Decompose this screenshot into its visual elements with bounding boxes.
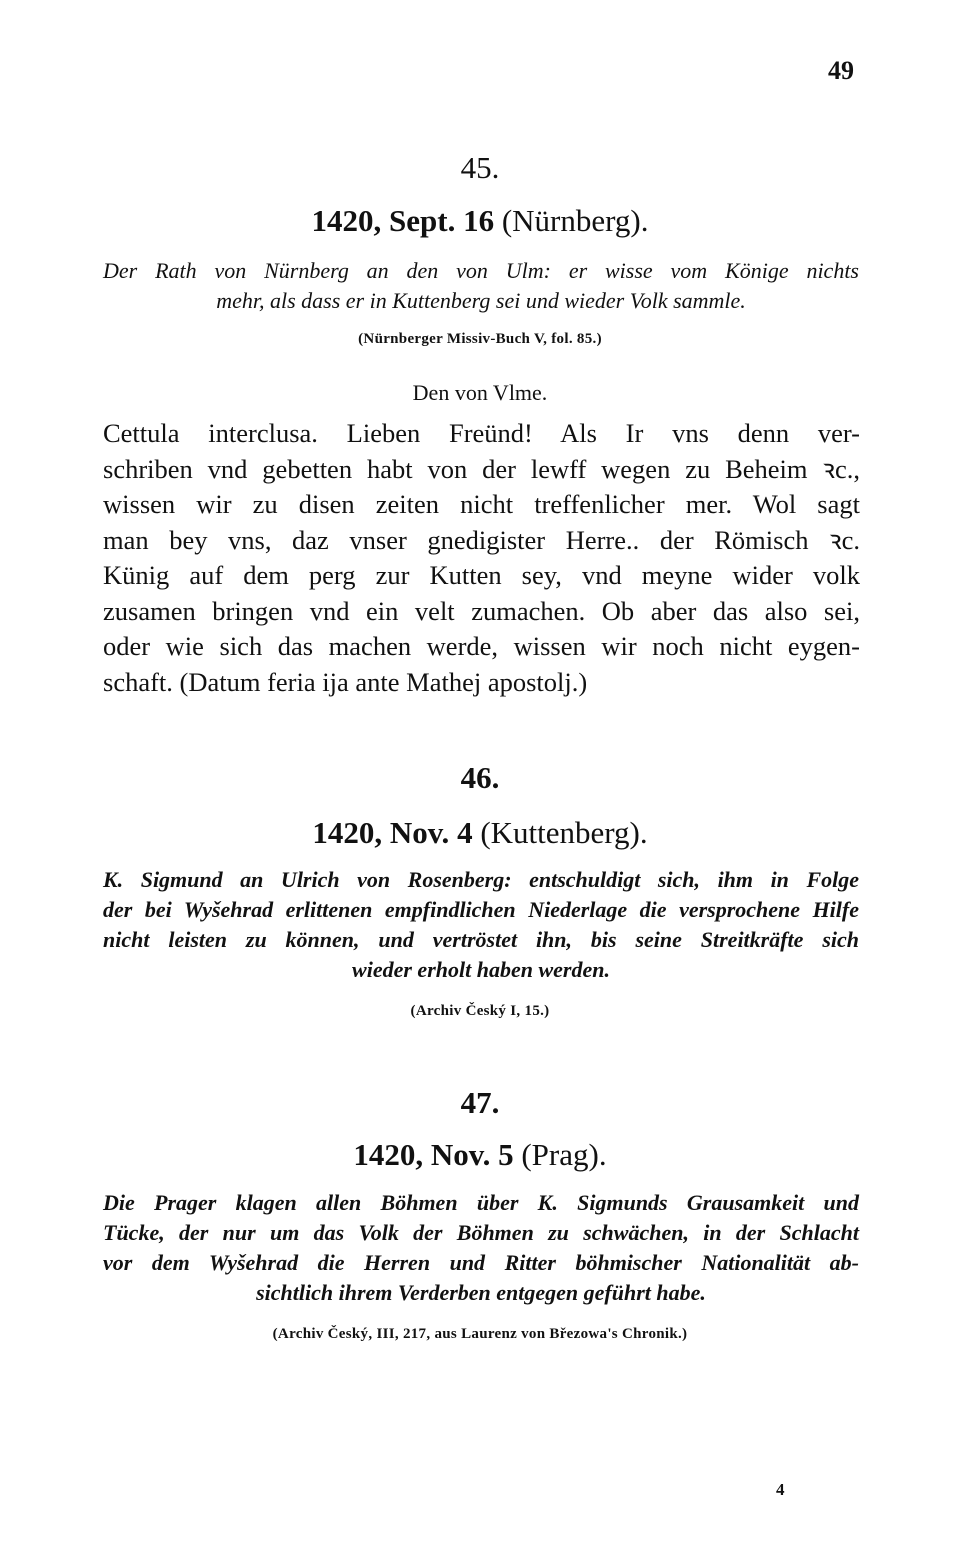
- document-summary: [103, 1188, 859, 1308]
- date-place: (Prag).: [521, 1137, 607, 1172]
- document-date: [0, 1137, 960, 1173]
- page-number: 49: [828, 56, 854, 85]
- document-summary: [103, 256, 859, 316]
- date-month: Nov.: [389, 815, 450, 850]
- document-source: (Archiv Český I, 15.): [410, 1003, 550, 1019]
- body-line: Künig auf dem perg zur Kutten sey, vnd meyne wider volk: [103, 560, 860, 590]
- date-month: Nov.: [430, 1137, 491, 1172]
- body-line: Cettula interclusa. Lieben Freünd! Als Ir vns denn ver-: [103, 418, 860, 448]
- signature-mark: 4: [776, 1480, 785, 1499]
- document-body: [103, 416, 860, 700]
- date-year: 1420,: [311, 203, 382, 238]
- summary-line: vor dem Wyšehrad die Herren und Ritter böhmischer Nationalität ab-: [103, 1250, 859, 1275]
- body-line: oder wie sich das machen werde, wissen wir noch nicht eygen-: [103, 631, 860, 661]
- date-place: (Kuttenberg).: [480, 815, 648, 850]
- summary-line: Tücke, der nur um das Volk der Böhmen zu schwächen, in der Schlacht: [103, 1220, 859, 1245]
- date-year: 1420,: [312, 815, 383, 850]
- document-address: Den von Vlme.: [412, 380, 548, 405]
- date-day: 5: [498, 1137, 514, 1172]
- summary-line: sichtlich ihrem Verderben entgegen geführt habe.: [256, 1280, 706, 1305]
- summary-line: K. Sigmund an Ulrich von Rosenberg: entschuldigt sich, ihm in Folge: [103, 867, 859, 892]
- document-number: 46.: [460, 760, 500, 795]
- summary-line: Die Prager klagen allen Böhmen über K. Sigmunds Grausamkeit und: [103, 1190, 859, 1215]
- document-number: 47.: [460, 1085, 500, 1120]
- body-line: schriben vnd gebetten habt von der lewff wegen zu Beheim ꝛc.,: [103, 453, 860, 484]
- date-day: 4: [457, 815, 473, 850]
- document-source: (Nürnberger Missiv-Buch V, fol. 85.): [358, 331, 602, 347]
- date-place: (Nürnberg).: [501, 203, 649, 238]
- document-number: 45.: [460, 150, 500, 185]
- body-line: man bey vns, daz vnser gnedigister Herre.. der Römisch ꝛc.: [103, 524, 860, 555]
- document-date: [0, 815, 960, 851]
- date-month: Sept.: [389, 203, 456, 238]
- summary-line: wieder erholt haben werden.: [352, 957, 610, 982]
- body-line: wissen wir zu disen zeiten nicht treffenlicher mer. Wol sagt: [103, 489, 860, 519]
- summary-line: nicht leisten zu können, und vertröstet ihn, bis seine Streitkräfte sich: [103, 927, 859, 952]
- summary-line: mehr, als dass er in Kuttenberg sei und wieder Volk sammle.: [216, 288, 746, 313]
- summary-line: Der Rath von Nürnberg an den von Ulm: er wisse vom Könige nichts: [103, 258, 859, 283]
- body-line: schaft. (Datum feria ija ante Mathej apostolj.): [103, 666, 588, 697]
- document-source: (Archiv Český, III, 217, aus Laurenz von Březowa's Chronik.): [272, 1326, 688, 1342]
- document-summary: [103, 865, 859, 985]
- body-line: zusamen bringen vnd ein velt zumachen. Ob aber das also sei,: [103, 595, 860, 626]
- date-day: 16: [463, 203, 495, 238]
- document-date: [0, 203, 960, 239]
- summary-line: der bei Wyšehrad erlittenen empfindlichen Niederlage die versprochene Hilfe: [103, 897, 859, 922]
- date-year: 1420,: [353, 1137, 424, 1172]
